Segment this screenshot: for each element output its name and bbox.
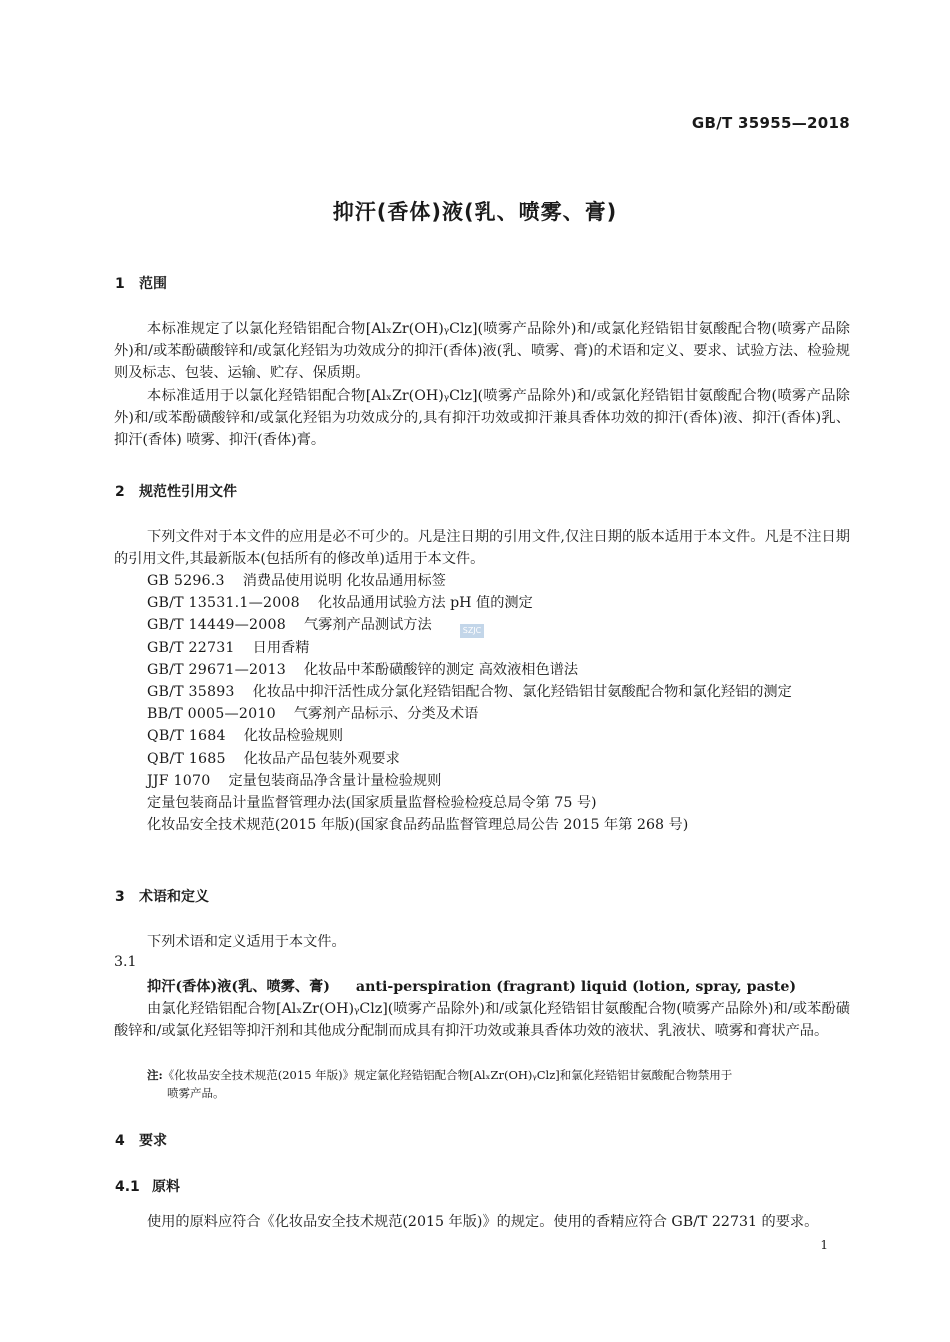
section-2-intro (114, 526, 850, 570)
standard-code: GB/T 35955—2018 (691, 114, 850, 132)
reference-code: GB/T 13531.1—2008 (147, 595, 300, 612)
reference-list (114, 570, 850, 836)
section-title: 术语和定义 (139, 889, 209, 905)
reference-code: GB/T 35893 (147, 684, 235, 701)
reference-code: BB/T 0005—2010 (147, 706, 276, 723)
reference-code: GB/T 14449—2008 (147, 617, 286, 634)
reference-code: GB/T 29671—2013 (147, 661, 286, 678)
reference-name: 化妆品通用试验方法 pH 值的测定 (317, 595, 533, 612)
section-4-1-body (114, 1211, 850, 1233)
reference-item (114, 659, 850, 681)
subsection-number: 4.1 (115, 1179, 140, 1195)
section-2-heading (115, 481, 237, 501)
reference-code: QB/T 1684 (147, 728, 226, 745)
section-number: 4 (115, 1133, 125, 1149)
reference-item (114, 703, 850, 725)
section-number: 3 (115, 889, 125, 905)
section-number: 2 (115, 484, 125, 500)
reference-name: 化妆品检验规则 (243, 728, 344, 745)
reference-code: GB/T 22731 (147, 639, 235, 656)
section-title: 范围 (139, 276, 167, 292)
section-1-heading (115, 273, 167, 293)
note (147, 1066, 850, 1102)
term-definition (114, 998, 850, 1042)
reference-name: 气雾剂产品测试方法 (303, 617, 432, 634)
section-3-heading (115, 886, 209, 906)
reference-name: 日用香精 (252, 639, 310, 656)
reference-name: 化妆品产品包装外观要求 (243, 750, 400, 767)
note-label: 注: (147, 1068, 163, 1082)
paragraph: 本标准规定了以氯化羟锆铝配合物[AlₓZr(OH)ᵧClz](喷雾产品除外)和/或氯化羟锆铝甘氨酸配合物(喷雾产品除外)和/或苯酚磺酸锌和/或氯化羟铝为功效成分的抑汗(香体)液(乳、喷雾、膏)的术语和定义、要求、试验方法、检验规则及标志、包装、运输、贮存、保质期。 (114, 321, 850, 382)
reference-item (114, 681, 850, 703)
term-english: anti-perspiration (fragrant) liquid (lotion, spray, paste) (355, 979, 797, 995)
paragraph: 由氯化羟锆铝配合物[AlₓZr(OH)ᵧClz](喷雾产品除外)和/或氯化羟锆铝甘氨酸配合物(喷雾产品除外)和/或苯酚磺酸锌和/或氯化羟铝等抑汗剂和其他成分配制而成具有抑汗功效或兼具香体功效的液状、乳液状、喷雾和膏状产品。 (114, 1001, 850, 1040)
section-title: 规范性引用文件 (139, 484, 237, 500)
subsection-4-1-heading (115, 1176, 180, 1196)
reference-item (114, 725, 850, 747)
section-title: 要求 (139, 1133, 167, 1149)
section-4-heading (115, 1130, 167, 1150)
term-number: 3.1 (114, 954, 137, 970)
term-chinese: 抑汗(香体)液(乳、喷雾、膏) (147, 979, 330, 995)
reference-item (114, 637, 850, 659)
reference-code: QB/T 1685 (147, 750, 226, 767)
section-1-body (114, 318, 850, 451)
term-heading (147, 976, 796, 996)
watermark-stamp: SZJC (460, 624, 484, 638)
reference-item (114, 792, 850, 814)
page-number: 1 (820, 1238, 828, 1252)
reference-item (114, 748, 850, 770)
reference-name: 定量包装商品净含量计量检验规则 (228, 772, 442, 789)
paragraph: 下列术语和定义适用于本文件。 (147, 934, 346, 950)
subsection-title: 原料 (152, 1179, 180, 1195)
reference-name: 消费品使用说明 化妆品通用标签 (242, 573, 446, 589)
paragraph: 本标准适用于以氯化羟锆铝配合物[AlₓZr(OH)ᵧClz](喷雾产品除外)和/或氯化羟锆铝甘氨酸配合物(喷雾产品除外)和/或苯酚磺酸锌和/或氯化羟铝为功效成分的,具有抑汗功效或抑汗兼具香体功效的抑汗(香体)液、抑汗(香体)乳、抑汗(香体) 喷雾、抑汗(香体)膏。 (114, 387, 850, 449)
section-3-intro (114, 931, 850, 953)
note-text: 《化妆品安全技术规范(2015 年版)》规定氯化羟锆铝配合物[AlₓZr(OH)ᵧClz]和氯化羟锆铝甘氨酸配合物禁用于 (162, 1068, 733, 1082)
paragraph: 下列文件对于本文件的应用是必不可少的。凡是注日期的引用文件,仅注日期的版本适用于本文件。凡是不注日期的引用文件,其最新版本(包括所有的修改单)适用于本文件。 (114, 529, 850, 568)
reference-name: 气雾剂产品标示、分类及术语 (293, 706, 479, 723)
document-title: 抑汗(香体)液(乳、喷雾、膏) (332, 200, 618, 224)
reference-name: 化妆品中抑汗活性成分氯化羟锆铝配合物、氯化羟锆铝甘氨酸配合物和氯化羟铝的测定 (252, 684, 792, 701)
reference-name: 定量包装商品计量监督管理办法(国家质量监督检验检疫总局令第 75 号) (147, 795, 597, 812)
reference-name: 化妆品中苯酚磺酸锌的测定 高效液相色谱法 (303, 661, 579, 678)
reference-name: 化妆品安全技术规范(2015 年版)(国家食品药品监督管理总局公告 2015 年第 268 号) (147, 817, 689, 834)
reference-item (114, 570, 850, 592)
note-continuation: 喷雾产品。 (167, 1086, 225, 1100)
section-number: 1 (115, 276, 125, 292)
reference-code: JJF 1070 (147, 772, 211, 789)
reference-item (114, 592, 850, 614)
reference-item (114, 814, 850, 836)
paragraph: 使用的原料应符合《化妆品安全技术规范(2015 年版)》的规定。使用的香精应符合 GB/T 22731 的要求。 (147, 1214, 819, 1230)
reference-item (114, 770, 850, 792)
reference-code: GB 5296.3 (147, 573, 225, 589)
